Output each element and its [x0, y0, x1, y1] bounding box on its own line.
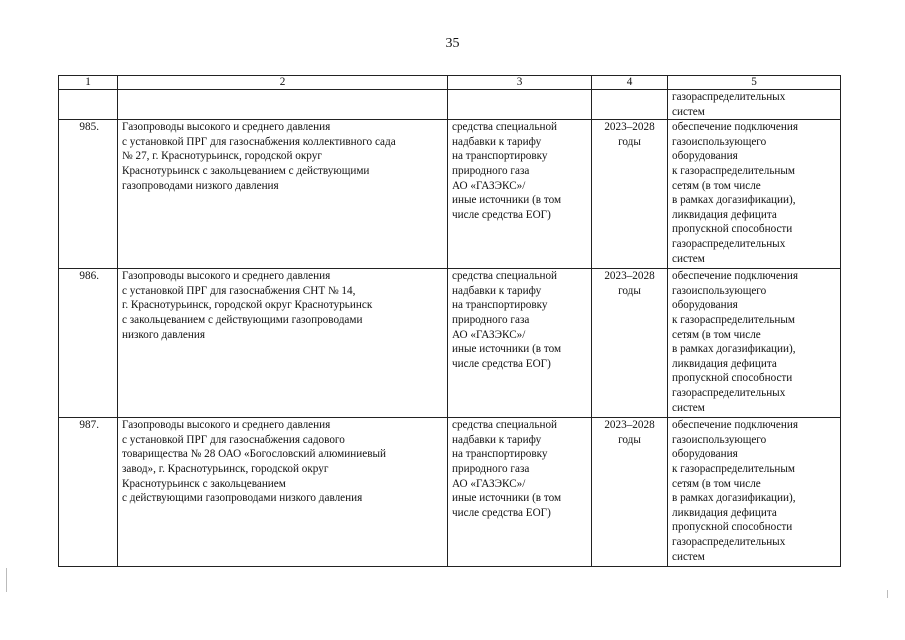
- funding-source: средства специальной надбавки к тарифу на транспортировку природного газа АО «ГАЗЭКС»/ иные источники (в том числе средства ЕОГ): [448, 418, 592, 567]
- page-number: 35: [445, 36, 460, 51]
- period: 2023–2028 годы: [592, 269, 668, 418]
- object-description: Газопроводы высокого и среднего давления с установкой ПРГ для газоснабжения СНТ № 14, г. Краснотурьинск, городской округ Краснотурьинск с закольцеванием с действующими газопроводами низкого давления: [118, 269, 448, 418]
- funding-source: средства специальной надбавки к тарифу на транспортировку природного газа АО «ГАЗЭКС»/ иные источники (в том числе средства ЕОГ): [448, 120, 592, 269]
- row-number: 987.: [59, 418, 118, 567]
- scan-mark: [6, 568, 7, 592]
- object-description: Газопроводы высокого и среднего давления с установкой ПРГ для газоснабжения садового товарищества № 28 ОАО «Богословский алюминиевый завод», г. Краснотурьинск, городской округ Краснотурьинск с закольцеванием с действующими газопроводами низкого давления: [118, 418, 448, 567]
- column-number-3: 3: [448, 76, 592, 90]
- cell-empty: [59, 90, 118, 120]
- scan-mark: [887, 590, 888, 598]
- column-number-row: [59, 76, 841, 90]
- purpose-cell: обеспечение подключения газоиспользующего оборудования к газораспределительным сетям (в том числе в рамках догазификации), ликвидация дефицита пропускной способности газораспределительных систем: [668, 269, 841, 418]
- period: 2023–2028 годы: [592, 418, 668, 567]
- column-number-1: 1: [59, 76, 118, 90]
- cell-empty: [592, 90, 668, 120]
- column-number-4: 4: [592, 76, 668, 90]
- row-number: 985.: [59, 120, 118, 269]
- period: 2023–2028 годы: [592, 120, 668, 269]
- purpose-cell: обеспечение подключения газоиспользующего оборудования к газораспределительным сетям (в том числе в рамках догазификации), ликвидация дефицита пропускной способности газораспределительных систем: [668, 120, 841, 269]
- column-number-2: 2: [118, 76, 448, 90]
- purpose-cell: газораспределительных систем: [668, 90, 841, 120]
- cell-empty: [118, 90, 448, 120]
- purpose-cell: обеспечение подключения газоиспользующего оборудования к газораспределительным сетям (в том числе в рамках догазификации), ликвидация дефицита пропускной способности газораспределительных систем: [668, 418, 841, 567]
- cell-empty: [448, 90, 592, 120]
- object-description: Газопроводы высокого и среднего давления с установкой ПРГ для газоснабжения коллективного сада № 27, г. Краснотурьинск, городской округ Краснотурьинск с закольцеванием с действующими газопроводами низкого давления: [118, 120, 448, 269]
- table-row: [59, 120, 841, 269]
- column-number-5: 5: [668, 76, 841, 90]
- investment-table: [58, 75, 841, 567]
- funding-source: средства специальной надбавки к тарифу на транспортировку природного газа АО «ГАЗЭКС»/ иные источники (в том числе средства ЕОГ): [448, 269, 592, 418]
- row-number: 986.: [59, 269, 118, 418]
- table-row: [59, 418, 841, 567]
- continuation-row: [59, 90, 841, 120]
- table-row: [59, 269, 841, 418]
